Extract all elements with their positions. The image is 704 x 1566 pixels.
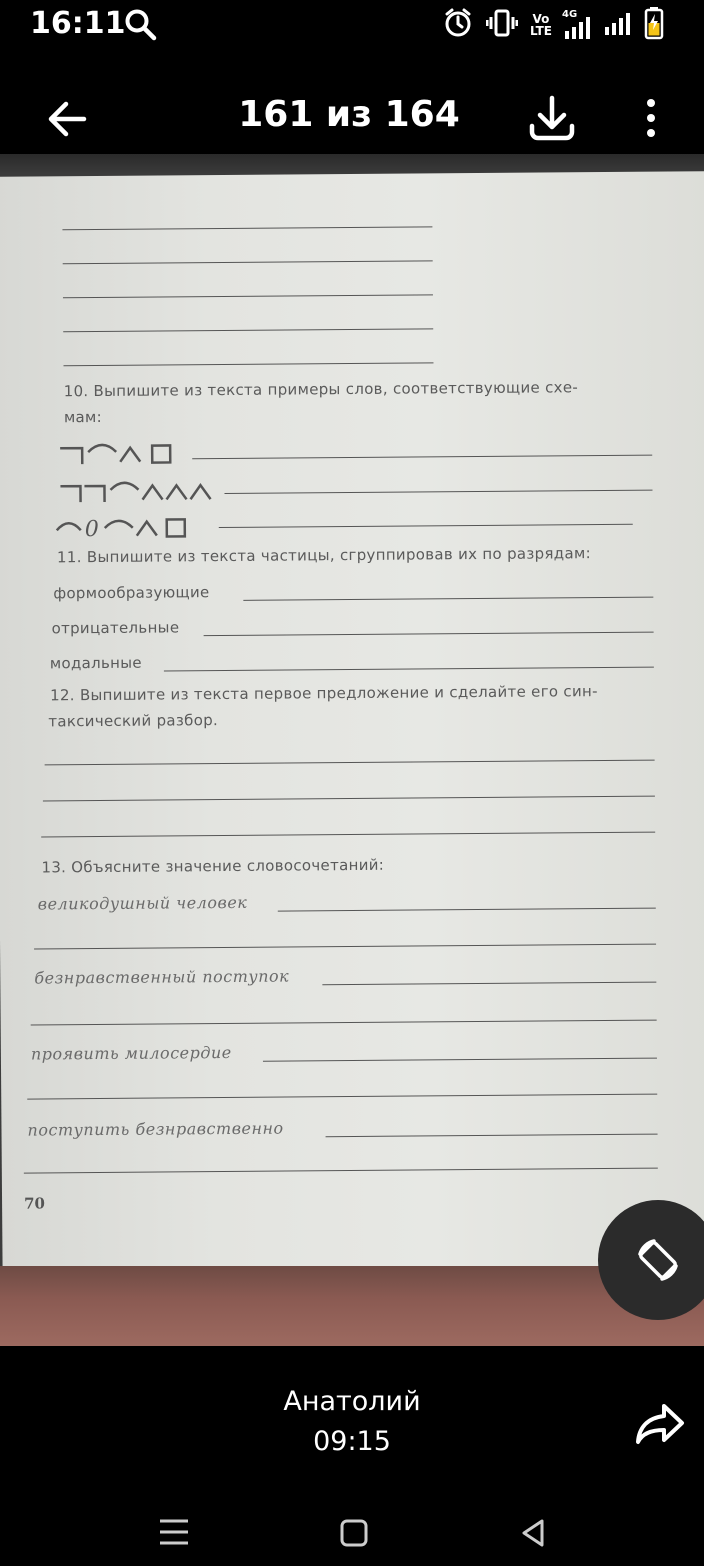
volte-icon [530, 13, 552, 37]
answer-line [41, 832, 655, 838]
share-icon[interactable] [634, 1400, 688, 1446]
download-icon[interactable] [526, 92, 578, 144]
answer-line [27, 1094, 657, 1100]
answer-line [63, 260, 433, 264]
vibrate-icon [486, 8, 518, 42]
search-icon [124, 8, 158, 46]
phrase-label: великодушный человек [37, 892, 248, 914]
svg-text:0: 0 [84, 517, 99, 543]
answer-line [43, 796, 655, 802]
particle-category-label: формообразующие [53, 583, 210, 603]
question-11-text: 11. Выпишите из текста частицы, сгруппировав их по разрядам: [56, 544, 591, 567]
status-icons [442, 6, 664, 44]
workbook-page [0, 171, 704, 1275]
particle-category-label: отрицательные [51, 618, 180, 638]
answer-line [45, 760, 655, 766]
answer-line [62, 226, 432, 230]
photo-viewer[interactable] [0, 154, 704, 1346]
recents-icon[interactable] [158, 1518, 190, 1550]
answer-line [204, 632, 654, 637]
rotate-screen-icon [632, 1234, 684, 1290]
back-icon[interactable] [518, 1518, 548, 1552]
volte-label: Vo [532, 12, 550, 26]
answer-line [63, 294, 433, 298]
answer-line [192, 455, 652, 460]
signal-icon [564, 11, 592, 39]
answer-line [34, 944, 656, 950]
alarm-icon [442, 7, 474, 43]
question-12-text: 12. Выпишите из текста первое предложение и сделайте его син- [50, 682, 598, 705]
page-number: 70 [24, 1194, 46, 1213]
question-12-text-cont: таксический разбор. [48, 711, 219, 731]
question-10-text: 10. Выпишите из текста примеры слов, соответствующие схе- [63, 378, 579, 401]
answer-line [164, 667, 654, 672]
answer-line [24, 1168, 658, 1174]
4g-label: 4G [562, 9, 578, 20]
answer-line [322, 982, 656, 986]
morpheme-scheme-icon [55, 509, 215, 546]
home-icon[interactable] [339, 1518, 369, 1552]
answer-line [326, 1134, 658, 1138]
answer-line [278, 908, 656, 912]
answer-line [63, 328, 433, 332]
sent-time: 09:15 [313, 1426, 391, 1457]
answer-line [225, 490, 653, 494]
page-counter: 161 из 164 [238, 94, 460, 135]
battery-charging-icon [644, 6, 664, 44]
question-10-text-cont: мам: [63, 407, 103, 427]
lte-label: LTE [529, 24, 552, 38]
system-nav-bar [0, 1488, 704, 1566]
morpheme-scheme-icon [58, 475, 218, 510]
particle-category-label: модальные [49, 653, 142, 673]
table-surface [0, 1266, 704, 1346]
answer-line [219, 524, 633, 528]
phrase-label: безнравственный поступок [34, 966, 290, 988]
answer-line [263, 1058, 657, 1062]
sender-name: Анатолий [283, 1386, 421, 1417]
question-13-text: 13. Объясните значение словосочетаний: [41, 855, 385, 877]
answer-line [63, 362, 433, 366]
more-vert-icon[interactable] [634, 94, 668, 142]
signal-icon-2 [604, 11, 632, 39]
morpheme-scheme-icon [58, 437, 188, 472]
answer-line [31, 1020, 657, 1026]
status-bar [0, 0, 704, 52]
phrase-label: поступить безнравственно [27, 1118, 284, 1140]
viewer-toolbar [0, 70, 704, 166]
phrase-label: проявить милосердие [30, 1042, 232, 1064]
answer-line [243, 597, 653, 601]
status-time: 16:11 [30, 6, 126, 41]
